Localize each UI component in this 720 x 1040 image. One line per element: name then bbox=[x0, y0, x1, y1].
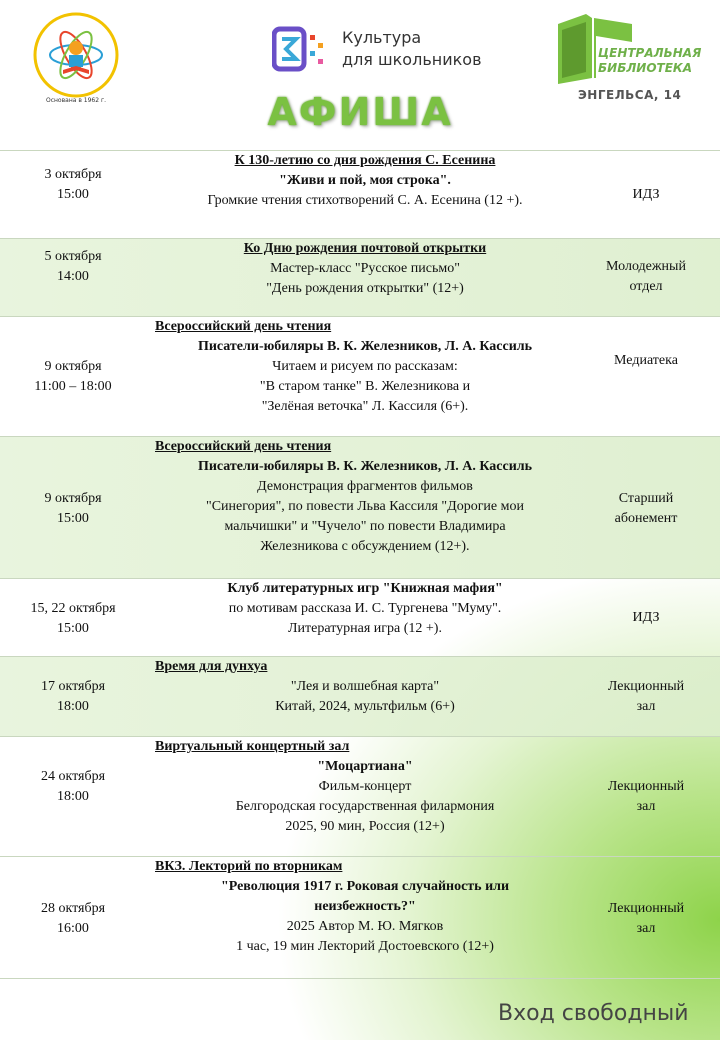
kultura-line2: для школьников bbox=[342, 50, 482, 69]
event-occasion: ВКЗ. Лекторий по вторникам bbox=[155, 859, 343, 874]
event-title: Клуб литературных игр "Книжная мафия" bbox=[227, 581, 503, 596]
event-date: 24 октября bbox=[40, 769, 106, 784]
event-venue: зал bbox=[636, 921, 656, 936]
event-line: Фильм-концерт bbox=[318, 779, 412, 794]
event-date: 9 октября bbox=[44, 359, 102, 374]
event-time: 14:00 bbox=[57, 269, 89, 284]
central-line2: БИБЛИОТЕКА bbox=[598, 61, 693, 75]
event-line: Демонстрация фрагментов фильмов bbox=[257, 479, 473, 494]
event-line: "В старом танке" В. Железникова и bbox=[259, 379, 471, 394]
event-time: 18:00 bbox=[57, 789, 89, 804]
kultura-logo bbox=[272, 25, 502, 77]
header bbox=[0, 0, 720, 150]
event-occasion: К 130-летию со дня рождения С. Есенина bbox=[234, 153, 496, 168]
event-title: неизбежность?" bbox=[314, 899, 416, 914]
event-venue: Лекционный bbox=[607, 679, 685, 694]
event-time: 15:00 bbox=[57, 187, 89, 202]
event-title: "Живи и пой, моя строка". bbox=[279, 173, 451, 188]
event-line: 2025, 90 мин, Россия (12+) bbox=[285, 819, 445, 834]
event-line: Железникова с обсуждением (12+). bbox=[260, 539, 470, 554]
event-row bbox=[0, 736, 720, 857]
free-entry-note: Вход свободный bbox=[498, 1001, 689, 1026]
event-line: Белгородская государственная филармония bbox=[235, 799, 495, 814]
event-time: 16:00 bbox=[57, 921, 89, 936]
page-title: АФИША bbox=[267, 90, 453, 134]
event-line: Китай, 2024, мультфильм (6+) bbox=[275, 699, 455, 714]
event-row bbox=[0, 316, 720, 437]
event-line: мальчишки" и "Чучело" по повести Владимира bbox=[224, 519, 506, 534]
event-occasion: Всероссийский день чтения bbox=[155, 319, 332, 334]
event-line: 2025 Автор М. Ю. Мягков bbox=[286, 919, 444, 934]
event-row bbox=[0, 578, 720, 657]
event-title: "Лея и волшебная карта" bbox=[290, 679, 440, 694]
central-line1: ЦЕНТРАЛЬНАЯ bbox=[598, 46, 702, 60]
event-line: 1 час, 19 мин Лекторий Достоевского (12+) bbox=[236, 939, 494, 954]
event-title: "Моцартиана" bbox=[317, 759, 413, 774]
event-date: 17 октября bbox=[40, 679, 106, 694]
event-line: Читаем и рисуем по рассказам: bbox=[272, 359, 458, 374]
event-row bbox=[0, 856, 720, 979]
event-title: Писатели-юбиляры В. К. Железников, Л. А. Кассиль bbox=[197, 339, 533, 354]
event-venue: Медиатека bbox=[614, 353, 678, 368]
event-venue: ИДЗ bbox=[632, 187, 660, 202]
kultura-icon bbox=[272, 25, 334, 75]
event-row bbox=[0, 656, 720, 737]
event-occasion: Время для дунхуа bbox=[155, 659, 268, 674]
event-date: 3 октября bbox=[44, 167, 102, 182]
kultura-line1: Культура bbox=[342, 28, 422, 47]
event-title: Писатели-юбиляры В. К. Железников, Л. А. Кассиль bbox=[197, 459, 533, 474]
event-venue: Лекционный bbox=[607, 779, 685, 794]
event-date: 5 октября bbox=[44, 249, 102, 264]
event-time: 15:00 bbox=[57, 621, 89, 636]
event-row bbox=[0, 150, 720, 239]
logo-founded: Основана в 1962 г. bbox=[45, 97, 106, 104]
event-venue: отдел bbox=[629, 279, 663, 294]
event-venue: Молодежный bbox=[606, 259, 686, 274]
event-occasion: Виртуальный концертный зал bbox=[155, 739, 350, 754]
event-row bbox=[0, 436, 720, 579]
event-venue: Лекционный bbox=[607, 901, 685, 916]
event-occasion: Ко Дню рождения почтовой открытки bbox=[243, 241, 487, 256]
event-date: 28 октября bbox=[40, 901, 106, 916]
event-venue: абонемент bbox=[614, 511, 678, 526]
event-line: Мастер-класс "Русское письмо" bbox=[270, 261, 460, 276]
event-line: "День рождения открытки" (12+) bbox=[266, 281, 464, 296]
event-venue: зал bbox=[636, 799, 656, 814]
event-row bbox=[0, 238, 720, 317]
event-occasion: Всероссийский день чтения bbox=[155, 439, 332, 454]
event-line: "Зелёная веточка" Л. Кассиля (6+). bbox=[261, 399, 469, 414]
event-venue: зал bbox=[636, 699, 656, 714]
event-date: 15, 22 октября bbox=[30, 601, 116, 616]
event-title: "Революция 1917 г. Роковая случайность или bbox=[220, 879, 510, 894]
event-venue: ИДЗ bbox=[632, 610, 660, 625]
event-line: по мотивам рассказа И. С. Тургенева "Муму". bbox=[228, 601, 502, 616]
event-date: 9 октября bbox=[44, 491, 102, 506]
event-line: "Синегория", по повести Льва Кассиля "Дорогие мои bbox=[206, 499, 524, 514]
library-address: ЭНГЕЛЬСА, 14 bbox=[578, 88, 682, 102]
bottom-divider bbox=[0, 978, 720, 979]
event-time: 15:00 bbox=[57, 511, 89, 526]
event-venue: Старший bbox=[618, 491, 674, 506]
event-line: Громкие чтения стихотворений С. А. Есенина (12 +). bbox=[207, 193, 523, 208]
event-time: 18:00 bbox=[57, 699, 89, 714]
event-time: 11:00 – 18:00 bbox=[34, 379, 112, 394]
event-line: Литературная игра (12 +). bbox=[288, 621, 442, 636]
